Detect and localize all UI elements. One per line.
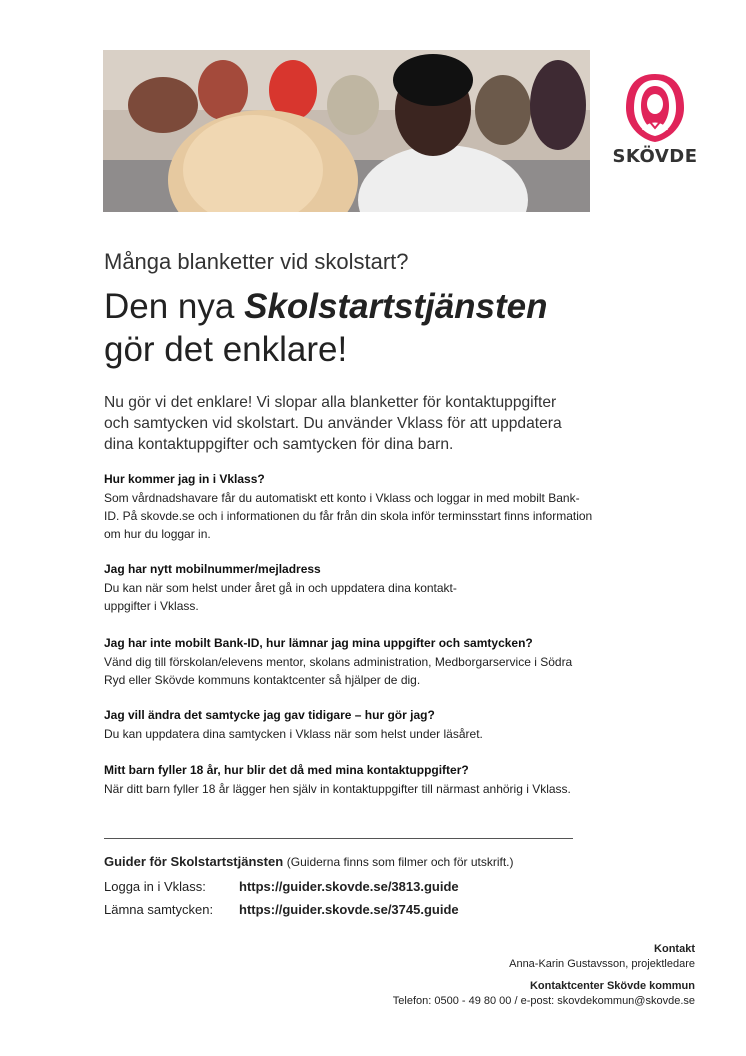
faq-question: Jag har inte mobilt Bank-ID, hur lämnar jag mina uppgifter och samtycken? <box>104 636 533 650</box>
guide-link-label: Lämna samtycken: <box>104 902 214 917</box>
guide-link-row <box>104 902 604 917</box>
faq-answer: Du kan när som helst under året gå in och uppdatera dina kontakt-uppgifter i Vklass. <box>104 581 457 613</box>
guide-link-consent[interactable]: https://guider.skovde.se/3745.guide <box>239 902 459 917</box>
guide-link-login[interactable]: https://guider.skovde.se/3813.guide <box>239 879 459 894</box>
faq-answer: Du kan uppdatera dina samtycken i Vklass när som helst under läsåret. <box>104 727 483 741</box>
contact-person: Anna-Karin Gustavsson, projektledare <box>509 958 695 970</box>
faq-answer: Som vårdnadshavare får du automatiskt ett konto i Vklass och loggar in med mobilt Bank-ID. På skovde.se och i informationen du får från din skola inför terminsstart finns information om hur du loggar in. <box>104 491 593 541</box>
hero-photo <box>103 50 590 212</box>
faq-answer: Vänd dig till förskolan/elevens mentor, skolans administration, Medborgarservice i Södra Ryd eller Skövde kommuns kontaktcenter så hjälper de dig. <box>104 655 573 687</box>
guide-link-label: Logga in i Vklass: <box>104 879 206 894</box>
faq-item <box>104 708 594 743</box>
intro-paragraph: Nu gör vi det enklare! Vi slopar alla blanketter för kontaktuppgifter och samtycken vid skolstart. Du använder Vklass för att uppdatera dina kontaktuppgifter och samtycken för dina barn. <box>104 394 562 453</box>
faq-question: Hur kommer jag in i Vklass? <box>104 472 265 486</box>
faq-item <box>104 562 594 615</box>
contact-block <box>393 942 695 1009</box>
logo-wordmark: SKÖVDE <box>612 146 698 167</box>
contact-center-title: Kontaktcenter Skövde kommun <box>529 980 695 992</box>
faq-item <box>104 472 594 543</box>
guides-note: (Guiderna finns som filmer och för utskrift.) <box>286 855 514 869</box>
classroom-photo-illustration <box>103 50 590 212</box>
contact-center-info: Telefon: 0500 - 49 80 00 / e-post: skovdekommun@skovde.se <box>392 995 695 1007</box>
guide-link-row <box>104 879 604 894</box>
faq-item <box>104 763 594 798</box>
faq-answer: När ditt barn fyller 18 år lägger hen själv in kontaktuppgifter till närmast anhörig i Vklass. <box>104 782 571 796</box>
guides-title: Guider för Skolstartstjänsten <box>104 854 284 869</box>
contact-title: Kontakt <box>654 943 695 955</box>
faq-question: Jag har nytt mobilnummer/mejladress <box>104 562 321 576</box>
divider <box>104 838 573 839</box>
guides-heading <box>104 854 604 869</box>
faq-question: Mitt barn fyller 18 år, hur blir det då med mina kontaktuppgifter? <box>104 763 469 777</box>
guides-section <box>104 854 604 925</box>
faq-question: Jag vill ändra det samtycke jag gav tidigare – hur gör jag? <box>104 708 435 722</box>
faq-item <box>104 636 594 689</box>
kicker-heading: Många blanketter vid skolstart? <box>104 249 409 274</box>
page-title: Den nya Skolstartstjänsten gör det enklare! <box>104 287 548 369</box>
skovde-crest-icon <box>612 72 698 144</box>
